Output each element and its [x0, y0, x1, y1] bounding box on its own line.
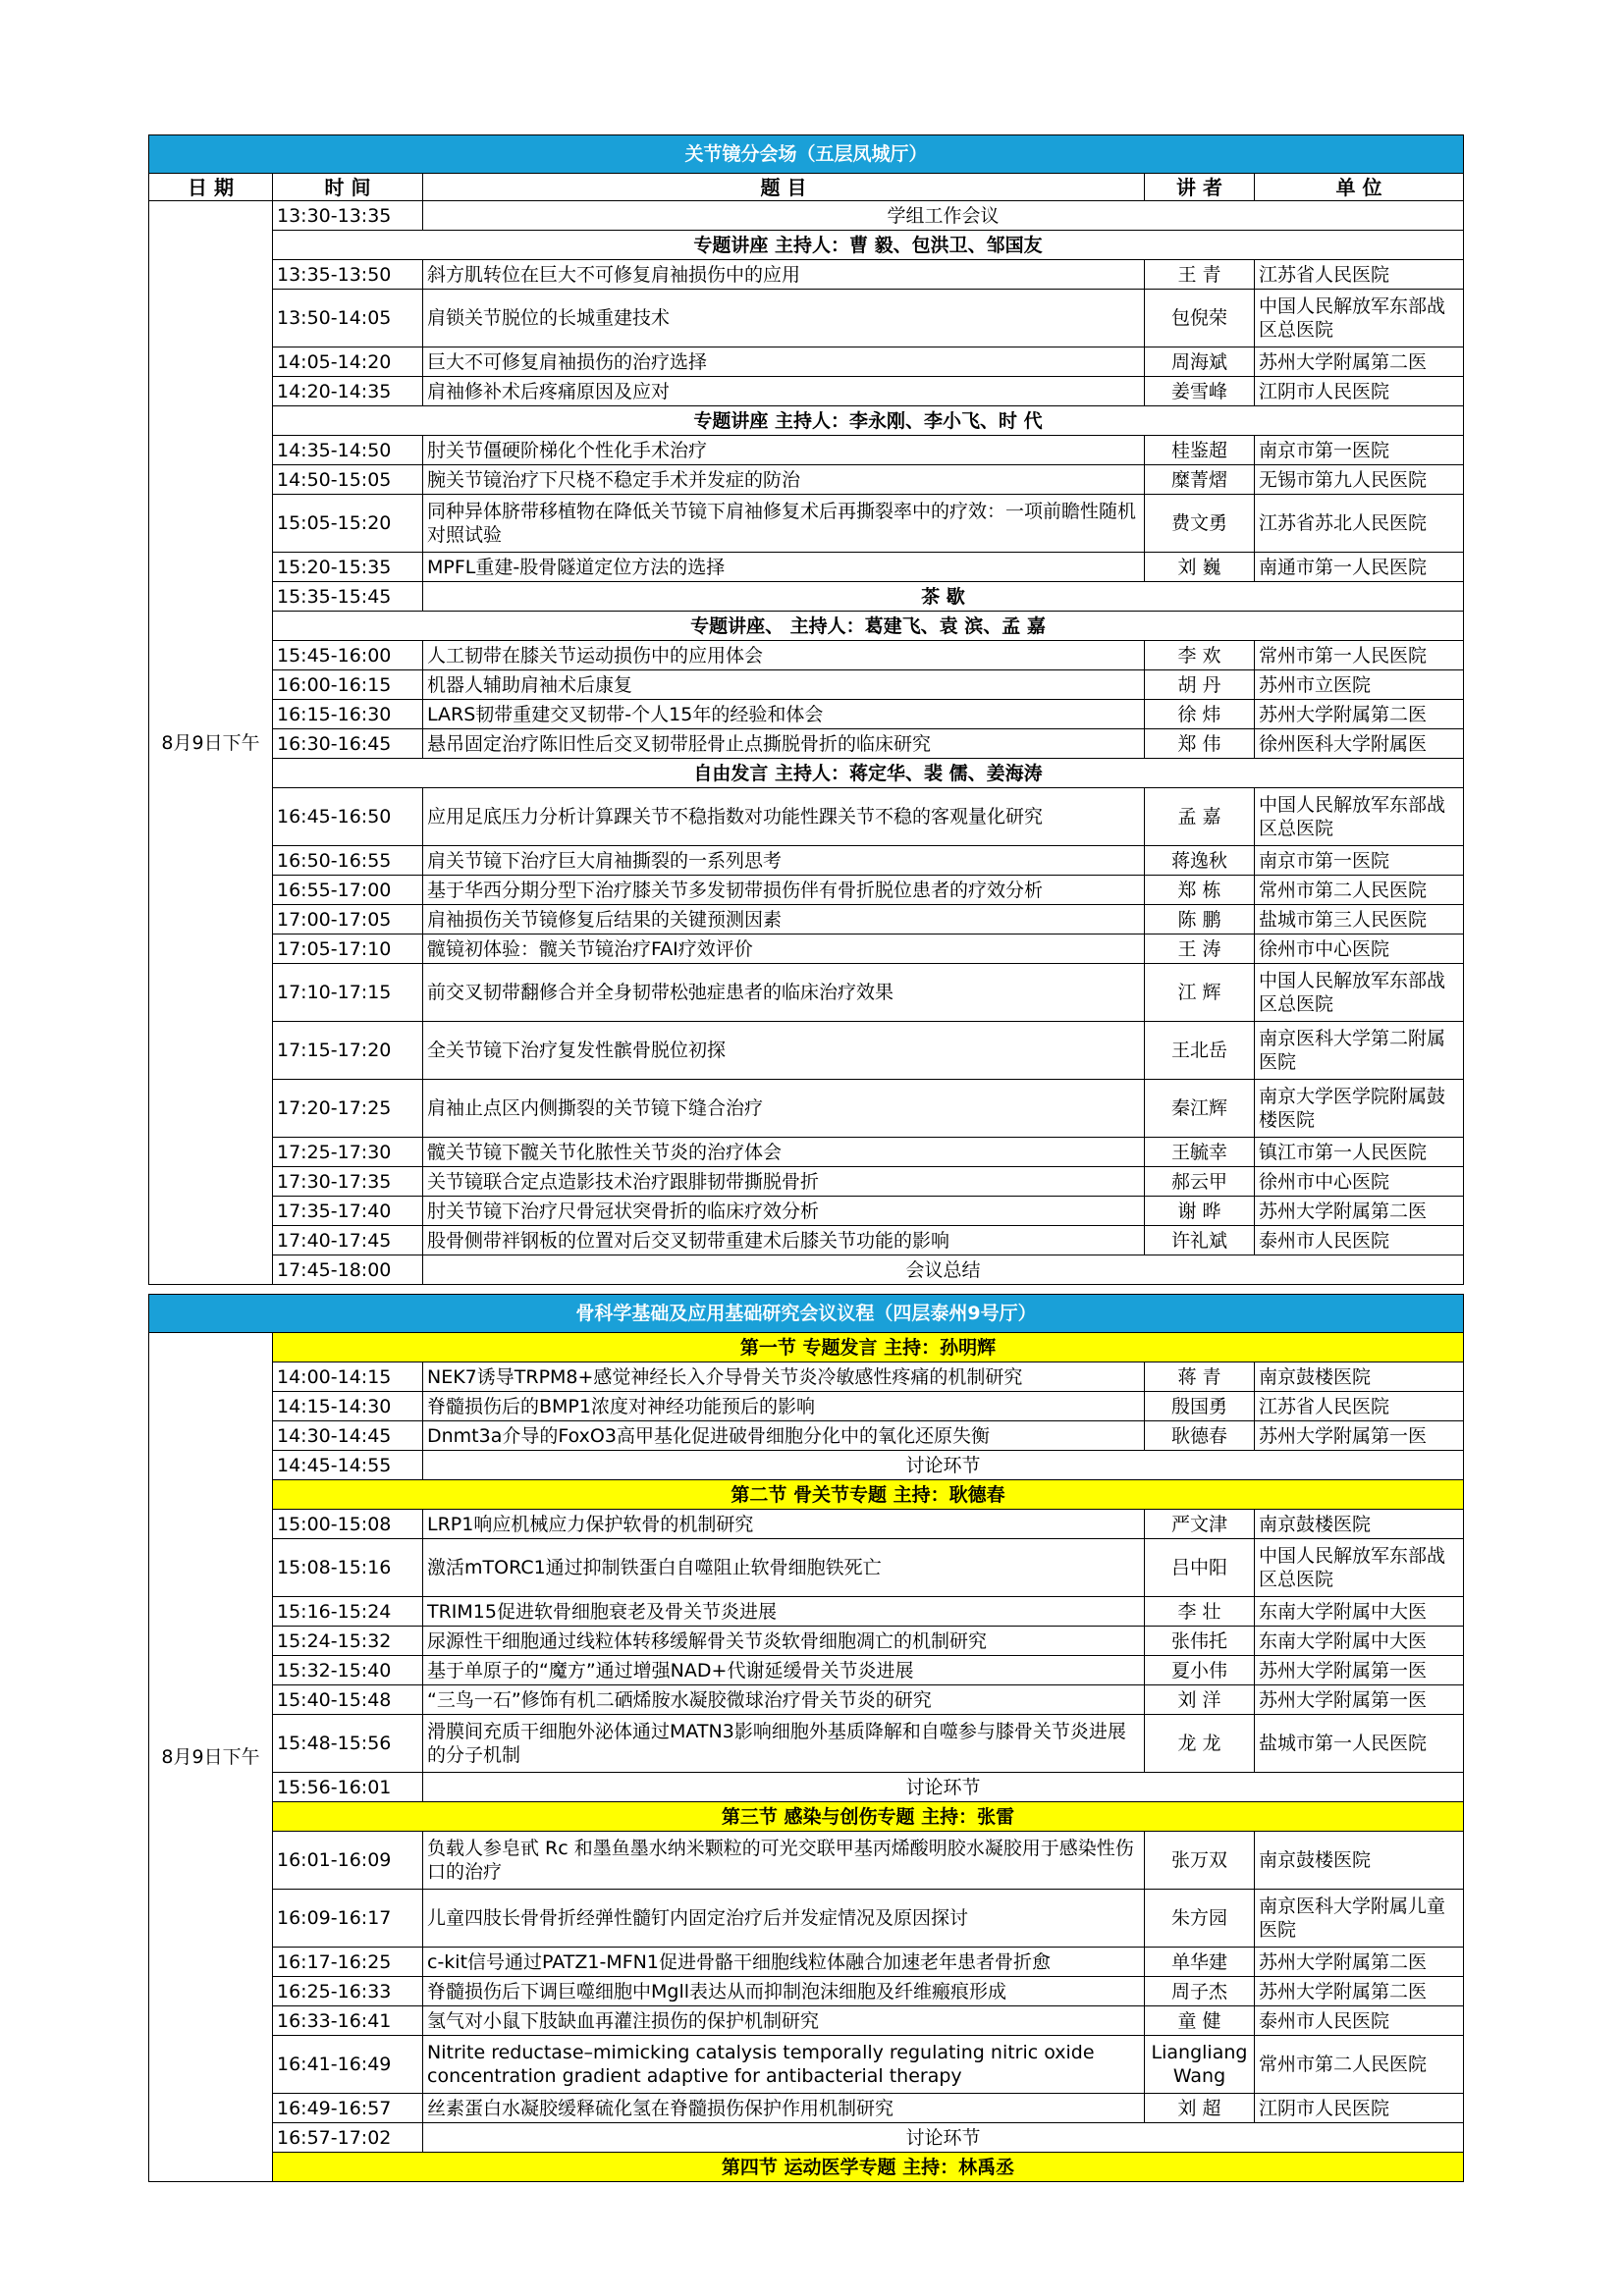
- speaker-cell: 刘 巍: [1145, 553, 1255, 582]
- time-cell: 17:05-17:10: [273, 934, 423, 964]
- agenda-item: 讨论环节: [423, 1451, 1464, 1480]
- agenda-item: 讨论环节: [423, 2123, 1464, 2153]
- schedule-row: [149, 2006, 1464, 2036]
- schedule-row: [149, 436, 1464, 465]
- schedule-row: [149, 876, 1464, 905]
- time-cell: 17:15-17:20: [273, 1022, 423, 1080]
- schedule-row: [149, 582, 1464, 612]
- speaker-cell: 蒋 青: [1145, 1362, 1255, 1392]
- topic-cell: MPFL重建-股骨隧道定位方法的选择: [423, 553, 1145, 582]
- time-cell: 16:25-16:33: [273, 1977, 423, 2006]
- time-cell: 14:35-14:50: [273, 436, 423, 465]
- topic-cell: 股骨侧带袢钢板的位置对后交叉韧带重建术后膝关节功能的影响: [423, 1226, 1145, 1255]
- schedule-row: [149, 1138, 1464, 1167]
- schedule-row: [149, 377, 1464, 406]
- speaker-cell: 包倪荣: [1145, 290, 1255, 347]
- unit-cell: 南京医科大学第二附属医院: [1255, 1022, 1464, 1080]
- schedule-row: [149, 1451, 1464, 1480]
- topic-cell: 肩袖损伤关节镜修复后结果的关键预测因素: [423, 905, 1145, 934]
- time-cell: 14:05-14:20: [273, 347, 423, 377]
- schedule-row: [149, 260, 1464, 290]
- hall-title-row: [149, 1295, 1464, 1333]
- hall-title-row: [149, 135, 1464, 174]
- speaker-cell: 王 涛: [1145, 934, 1255, 964]
- time-cell: 14:50-15:05: [273, 465, 423, 495]
- time-cell: 16:33-16:41: [273, 2006, 423, 2036]
- schedule-row: [149, 2153, 1464, 2182]
- session-heading: 第二节 骨关节专题 主持：耿德春: [273, 1480, 1464, 1510]
- topic-cell: 前交叉韧带翻修合并全身韧带松弛症患者的临床治疗效果: [423, 964, 1145, 1022]
- schedule-row: [149, 1255, 1464, 1285]
- schedule-row: [149, 2094, 1464, 2123]
- topic-cell: 髋镜初体验：髋关节镜治疗FAI疗效评价: [423, 934, 1145, 964]
- session-date: 8月9日下午: [149, 1333, 273, 2182]
- unit-cell: 泰州市人民医院: [1255, 1226, 1464, 1255]
- schedule-row: [149, 231, 1464, 260]
- time-cell: 15:40-15:48: [273, 1685, 423, 1715]
- topic-cell: 基于华西分期分型下治疗膝关节多发韧带损伤伴有骨折脱位患者的疗效分析: [423, 876, 1145, 905]
- time-cell: 15:00-15:08: [273, 1510, 423, 1539]
- topic-cell: Dnmt3a介导的FoxO3高甲基化促进破骨细胞分化中的氧化还原失衡: [423, 1421, 1145, 1451]
- schedule-row: [149, 1480, 1464, 1510]
- unit-cell: 徐州市中心医院: [1255, 1167, 1464, 1197]
- time-cell: 13:50-14:05: [273, 290, 423, 347]
- unit-cell: 苏州市立医院: [1255, 670, 1464, 700]
- unit-cell: 中国人民解放军东部战区总医院: [1255, 788, 1464, 846]
- speaker-cell: 吕中阳: [1145, 1539, 1255, 1597]
- topic-cell: 激活mTORC1通过抑制铁蛋白自噬阻止软骨细胞铁死亡: [423, 1539, 1145, 1597]
- time-cell: 16:50-16:55: [273, 846, 423, 876]
- time-cell: 17:40-17:45: [273, 1226, 423, 1255]
- schedule-row: [149, 1362, 1464, 1392]
- schedule-row: [149, 964, 1464, 1022]
- schedule-row: [149, 1948, 1464, 1977]
- session-heading: 专题讲座 主持人：曹 毅、包洪卫、邹国友: [273, 231, 1464, 260]
- speaker-cell: 龙 龙: [1145, 1715, 1255, 1773]
- arthroscopy-schedule-table: [148, 134, 1464, 1285]
- topic-cell: 悬吊固定治疗陈旧性后交叉韧带胫骨止点撕脱骨折的临床研究: [423, 729, 1145, 759]
- schedule-row: [149, 1333, 1464, 1362]
- schedule-row: [149, 788, 1464, 846]
- schedule-row: [149, 1715, 1464, 1773]
- speaker-cell: 桂鉴超: [1145, 436, 1255, 465]
- topic-cell: LARS韧带重建交叉韧带-个人15年的经验和体会: [423, 700, 1145, 729]
- unit-cell: 南通市第一人民医院: [1255, 553, 1464, 582]
- time-cell: 15:48-15:56: [273, 1715, 423, 1773]
- schedule-row: [149, 934, 1464, 964]
- session-heading: 第一节 专题发言 主持：孙明辉: [273, 1333, 1464, 1362]
- speaker-cell: 张万双: [1145, 1832, 1255, 1890]
- schedule-row: [149, 670, 1464, 700]
- unit-cell: 东南大学附属中大医: [1255, 1597, 1464, 1627]
- speaker-cell: 刘 超: [1145, 2094, 1255, 2123]
- unit-cell: 南京大学医学院附属鼓楼医院: [1255, 1080, 1464, 1138]
- time-cell: 16:49-16:57: [273, 2094, 423, 2123]
- schedule-row: [149, 1685, 1464, 1715]
- column-header-topic: 题 目: [423, 174, 1145, 201]
- unit-cell: 中国人民解放军东部战区总医院: [1255, 964, 1464, 1022]
- time-cell: 16:41-16:49: [273, 2036, 423, 2094]
- unit-cell: 苏州大学附属第二医: [1255, 347, 1464, 377]
- schedule-row: [149, 1773, 1464, 1802]
- topic-cell: 应用足底压力分析计算踝关节不稳指数对功能性踝关节不稳的客观量化研究: [423, 788, 1145, 846]
- time-cell: 17:00-17:05: [273, 905, 423, 934]
- speaker-cell: 许礼斌: [1145, 1226, 1255, 1255]
- unit-cell: 江苏省人民医院: [1255, 1392, 1464, 1421]
- speaker-cell: 谢 晔: [1145, 1197, 1255, 1226]
- unit-cell: 苏州大学附属第二医: [1255, 1977, 1464, 2006]
- schedule-row: [149, 759, 1464, 788]
- speaker-cell: 郑 伟: [1145, 729, 1255, 759]
- speaker-cell: Liangliang Wang: [1145, 2036, 1255, 2094]
- topic-cell: 基于单原子的“魔方”通过增强NAD+代谢延缓骨关节炎进展: [423, 1656, 1145, 1685]
- hall-title: 关节镜分会场（五层凤城厅）: [149, 135, 1464, 174]
- schedule-row: [149, 1197, 1464, 1226]
- topic-cell: NEK7诱导TRPM8+感觉神经长入介导骨关节炎冷敏感性疼痛的机制研究: [423, 1362, 1145, 1392]
- topic-cell: 丝素蛋白水凝胶缓释硫化氢在脊髓损伤保护作用机制研究: [423, 2094, 1145, 2123]
- topic-cell: 人工韧带在膝关节运动损伤中的应用体会: [423, 641, 1145, 670]
- speaker-cell: 胡 丹: [1145, 670, 1255, 700]
- speaker-cell: 周子杰: [1145, 1977, 1255, 2006]
- unit-cell: 东南大学附属中大医: [1255, 1627, 1464, 1656]
- schedule-row: [149, 1890, 1464, 1948]
- topic-cell: 肘关节镜下治疗尺骨冠状突骨折的临床疗效分析: [423, 1197, 1145, 1226]
- time-cell: 16:01-16:09: [273, 1832, 423, 1890]
- schedule-row: [149, 553, 1464, 582]
- unit-cell: 苏州大学附属第二医: [1255, 700, 1464, 729]
- unit-cell: 江苏省人民医院: [1255, 260, 1464, 290]
- unit-cell: 中国人民解放军东部战区总医院: [1255, 290, 1464, 347]
- schedule-row: [149, 729, 1464, 759]
- topic-cell: 尿源性干细胞通过线粒体转移缓解骨关节炎软骨细胞凋亡的机制研究: [423, 1627, 1145, 1656]
- session-heading: 第四节 运动医学专题 主持：林禹丞: [273, 2153, 1464, 2182]
- topic-cell: 儿童四肢长骨骨折经弹性髓钉内固定治疗后并发症情况及原因探讨: [423, 1890, 1145, 1948]
- schedule-row: [149, 1226, 1464, 1255]
- topic-cell: 氢气对小鼠下肢缺血再灌注损伤的保护机制研究: [423, 2006, 1145, 2036]
- unit-cell: 无锡市第九人民医院: [1255, 465, 1464, 495]
- schedule-row: [149, 612, 1464, 641]
- agenda-item: 会议总结: [423, 1255, 1464, 1285]
- schedule-row: [149, 1022, 1464, 1080]
- session-heading: 专题讲座 主持人：李永刚、李小飞、时 代: [273, 406, 1464, 436]
- schedule-row: [149, 1080, 1464, 1138]
- time-cell: 15:05-15:20: [273, 495, 423, 553]
- speaker-cell: 秦江辉: [1145, 1080, 1255, 1138]
- speaker-cell: 王 青: [1145, 260, 1255, 290]
- speaker-cell: 刘 洋: [1145, 1685, 1255, 1715]
- speaker-cell: 姜雪峰: [1145, 377, 1255, 406]
- topic-cell: 同种异体脐带移植物在降低关节镜下肩袖修复术后再撕裂率中的疗效：一项前瞻性随机对照试验: [423, 495, 1145, 553]
- schedule-row: [149, 347, 1464, 377]
- schedule-row: [149, 1392, 1464, 1421]
- schedule-row: [149, 1539, 1464, 1597]
- unit-cell: 江苏省苏北人民医院: [1255, 495, 1464, 553]
- column-header-row: [149, 174, 1464, 201]
- schedule-row: [149, 1802, 1464, 1832]
- schedule-row: [149, 1597, 1464, 1627]
- time-cell: 13:35-13:50: [273, 260, 423, 290]
- speaker-cell: 徐 炜: [1145, 700, 1255, 729]
- unit-cell: 南京市第一医院: [1255, 436, 1464, 465]
- time-cell: 16:09-16:17: [273, 1890, 423, 1948]
- speaker-cell: 孟 嘉: [1145, 788, 1255, 846]
- speaker-cell: 郝云甲: [1145, 1167, 1255, 1197]
- time-cell: 15:08-15:16: [273, 1539, 423, 1597]
- speaker-cell: 李 壮: [1145, 1597, 1255, 1627]
- unit-cell: 泰州市人民医院: [1255, 2006, 1464, 2036]
- agenda-item: 茶 歇: [423, 582, 1464, 612]
- speaker-cell: 蒋逸秋: [1145, 846, 1255, 876]
- schedule-row: [149, 641, 1464, 670]
- speaker-cell: 江 辉: [1145, 964, 1255, 1022]
- unit-cell: 南京鼓楼医院: [1255, 1510, 1464, 1539]
- agenda-item: 讨论环节: [423, 1773, 1464, 1802]
- speaker-cell: 王毓幸: [1145, 1138, 1255, 1167]
- schedule-row: [149, 1627, 1464, 1656]
- schedule-row: [149, 1832, 1464, 1890]
- topic-cell: c-kit信号通过PATZ1-MFN1促进骨骼干细胞线粒体融合加速老年患者骨折愈: [423, 1948, 1145, 1977]
- time-cell: 14:20-14:35: [273, 377, 423, 406]
- topic-cell: 肩锁关节脱位的长城重建技术: [423, 290, 1145, 347]
- topic-cell: 肩关节镜下治疗巨大肩袖撕裂的一系列思考: [423, 846, 1145, 876]
- speaker-cell: 单华建: [1145, 1948, 1255, 1977]
- speaker-cell: 费文勇: [1145, 495, 1255, 553]
- topic-cell: 机器人辅助肩袖术后康复: [423, 670, 1145, 700]
- unit-cell: 常州市第二人民医院: [1255, 2036, 1464, 2094]
- schedule-row: [149, 495, 1464, 553]
- unit-cell: 南京医科大学附属儿童医院: [1255, 1890, 1464, 1948]
- time-cell: 15:45-16:00: [273, 641, 423, 670]
- schedule-row: [149, 700, 1464, 729]
- time-cell: 14:15-14:30: [273, 1392, 423, 1421]
- time-cell: 15:35-15:45: [273, 582, 423, 612]
- schedule-row: [149, 1421, 1464, 1451]
- schedule-row: [149, 1510, 1464, 1539]
- time-cell: 16:15-16:30: [273, 700, 423, 729]
- time-cell: 17:35-17:40: [273, 1197, 423, 1226]
- speaker-cell: 郑 栋: [1145, 876, 1255, 905]
- topic-cell: 斜方肌转位在巨大不可修复肩袖损伤中的应用: [423, 260, 1145, 290]
- topic-cell: LRP1响应机械应力保护软骨的机制研究: [423, 1510, 1145, 1539]
- time-cell: 14:00-14:15: [273, 1362, 423, 1392]
- time-cell: 17:45-18:00: [273, 1255, 423, 1285]
- topic-cell: “三鸟一石”修饰有机二硒烯胺水凝胶微球治疗骨关节炎的研究: [423, 1685, 1145, 1715]
- unit-cell: 南京鼓楼医院: [1255, 1832, 1464, 1890]
- time-cell: 15:16-15:24: [273, 1597, 423, 1627]
- column-header-date: 日 期: [149, 174, 273, 201]
- topic-cell: 腕关节镜治疗下尺桡不稳定手术并发症的防治: [423, 465, 1145, 495]
- schedule-row: [149, 2036, 1464, 2094]
- unit-cell: 常州市第一人民医院: [1255, 641, 1464, 670]
- speaker-cell: 糜菁熠: [1145, 465, 1255, 495]
- topic-cell: 肘关节僵硬阶梯化个性化手术治疗: [423, 436, 1145, 465]
- unit-cell: 徐州医科大学附属医: [1255, 729, 1464, 759]
- time-cell: 17:10-17:15: [273, 964, 423, 1022]
- speaker-cell: 张伟托: [1145, 1627, 1255, 1656]
- topic-cell: 肩袖修补术后疼痛原因及应对: [423, 377, 1145, 406]
- session-heading: 专题讲座、 主持人：葛建飞、袁 滨、孟 嘉: [273, 612, 1464, 641]
- time-cell: 15:56-16:01: [273, 1773, 423, 1802]
- unit-cell: 苏州大学附属第一医: [1255, 1421, 1464, 1451]
- topic-cell: 滑膜间充质干细胞外泌体通过MATN3影响细胞外基质降解和自噬参与膝骨关节炎进展的分子机制: [423, 1715, 1145, 1773]
- column-header-unit: 单 位: [1255, 174, 1464, 201]
- topic-cell: 巨大不可修复肩袖损伤的治疗选择: [423, 347, 1145, 377]
- time-cell: 17:30-17:35: [273, 1167, 423, 1197]
- time-cell: 16:55-17:00: [273, 876, 423, 905]
- time-cell: 17:20-17:25: [273, 1080, 423, 1138]
- unit-cell: 镇江市第一人民医院: [1255, 1138, 1464, 1167]
- schedule-row: [149, 1167, 1464, 1197]
- time-cell: 16:30-16:45: [273, 729, 423, 759]
- column-header-time: 时 间: [273, 174, 423, 201]
- unit-cell: 苏州大学附属第二医: [1255, 1197, 1464, 1226]
- unit-cell: 南京市第一医院: [1255, 846, 1464, 876]
- speaker-cell: 李 欢: [1145, 641, 1255, 670]
- speaker-cell: 殷国勇: [1145, 1392, 1255, 1421]
- topic-cell: 全关节镜下治疗复发性髌骨脱位初探: [423, 1022, 1145, 1080]
- basic-research-schedule-table: [148, 1294, 1464, 2182]
- time-cell: 16:45-16:50: [273, 788, 423, 846]
- unit-cell: 江阴市人民医院: [1255, 377, 1464, 406]
- speaker-cell: 朱方园: [1145, 1890, 1255, 1948]
- unit-cell: 苏州大学附属第一医: [1255, 1656, 1464, 1685]
- unit-cell: 常州市第二人民医院: [1255, 876, 1464, 905]
- topic-cell: 负载人参皂甙 Rc 和墨鱼墨水纳米颗粒的可光交联甲基丙烯酸明胶水凝胶用于感染性伤口的治疗: [423, 1832, 1145, 1890]
- column-header-speaker: 讲 者: [1145, 174, 1255, 201]
- time-cell: 16:00-16:15: [273, 670, 423, 700]
- speaker-cell: 严文津: [1145, 1510, 1255, 1539]
- unit-cell: 江阴市人民医院: [1255, 2094, 1464, 2123]
- time-cell: 14:30-14:45: [273, 1421, 423, 1451]
- speaker-cell: 耿德春: [1145, 1421, 1255, 1451]
- topic-cell: Nitrite reductase–mimicking catalysis temporally regulating nitric oxide concentration gradient adaptive for antibacterial therapy: [423, 2036, 1145, 2094]
- schedule-row: [149, 2123, 1464, 2153]
- session-date: 8月9日下午: [149, 201, 273, 1285]
- schedule-row: [149, 1656, 1464, 1685]
- speaker-cell: 夏小伟: [1145, 1656, 1255, 1685]
- unit-cell: 苏州大学附属第二医: [1255, 1948, 1464, 1977]
- time-cell: 15:24-15:32: [273, 1627, 423, 1656]
- time-cell: 17:25-17:30: [273, 1138, 423, 1167]
- hall-title: 骨科学基础及应用基础研究会议议程（四层泰州9号厅）: [149, 1295, 1464, 1333]
- topic-cell: 髋关节镜下髋关节化脓性关节炎的治疗体会: [423, 1138, 1145, 1167]
- speaker-cell: 周海斌: [1145, 347, 1255, 377]
- schedule-row: [149, 201, 1464, 231]
- time-cell: 15:20-15:35: [273, 553, 423, 582]
- time-cell: 15:32-15:40: [273, 1656, 423, 1685]
- session-heading: 自由发言 主持人：蒋定华、裴 儒、姜海涛: [273, 759, 1464, 788]
- unit-cell: 南京鼓楼医院: [1255, 1362, 1464, 1392]
- unit-cell: 盐城市第一人民医院: [1255, 1715, 1464, 1773]
- unit-cell: 苏州大学附属第一医: [1255, 1685, 1464, 1715]
- time-cell: 14:45-14:55: [273, 1451, 423, 1480]
- unit-cell: 徐州市中心医院: [1255, 934, 1464, 964]
- session-heading: 第三节 感染与创伤专题 主持：张雷: [273, 1802, 1464, 1832]
- time-cell: 16:17-16:25: [273, 1948, 423, 1977]
- schedule-row: [149, 846, 1464, 876]
- topic-cell: 脊髓损伤后下调巨噬细胞中Mgll表达从而抑制泡沫细胞及纤维瘢痕形成: [423, 1977, 1145, 2006]
- topic-cell: TRIM15促进软骨细胞衰老及骨关节炎进展: [423, 1597, 1145, 1627]
- topic-cell: 脊髓损伤后的BMP1浓度对神经功能预后的影响: [423, 1392, 1145, 1421]
- speaker-cell: 王北岳: [1145, 1022, 1255, 1080]
- schedule-row: [149, 1977, 1464, 2006]
- schedule-row: [149, 290, 1464, 347]
- topic-cell: 肩袖止点区内侧撕裂的关节镜下缝合治疗: [423, 1080, 1145, 1138]
- schedule-row: [149, 465, 1464, 495]
- time-cell: 16:57-17:02: [273, 2123, 423, 2153]
- speaker-cell: 童 健: [1145, 2006, 1255, 2036]
- time-cell: 13:30-13:35: [273, 201, 423, 231]
- unit-cell: 中国人民解放军东部战区总医院: [1255, 1539, 1464, 1597]
- schedule-row: [149, 905, 1464, 934]
- schedule-row: [149, 406, 1464, 436]
- unit-cell: 盐城市第三人民医院: [1255, 905, 1464, 934]
- speaker-cell: 陈 鹏: [1145, 905, 1255, 934]
- agenda-item: 学组工作会议: [423, 201, 1464, 231]
- topic-cell: 关节镜联合定点造影技术治疗跟腓韧带撕脱骨折: [423, 1167, 1145, 1197]
